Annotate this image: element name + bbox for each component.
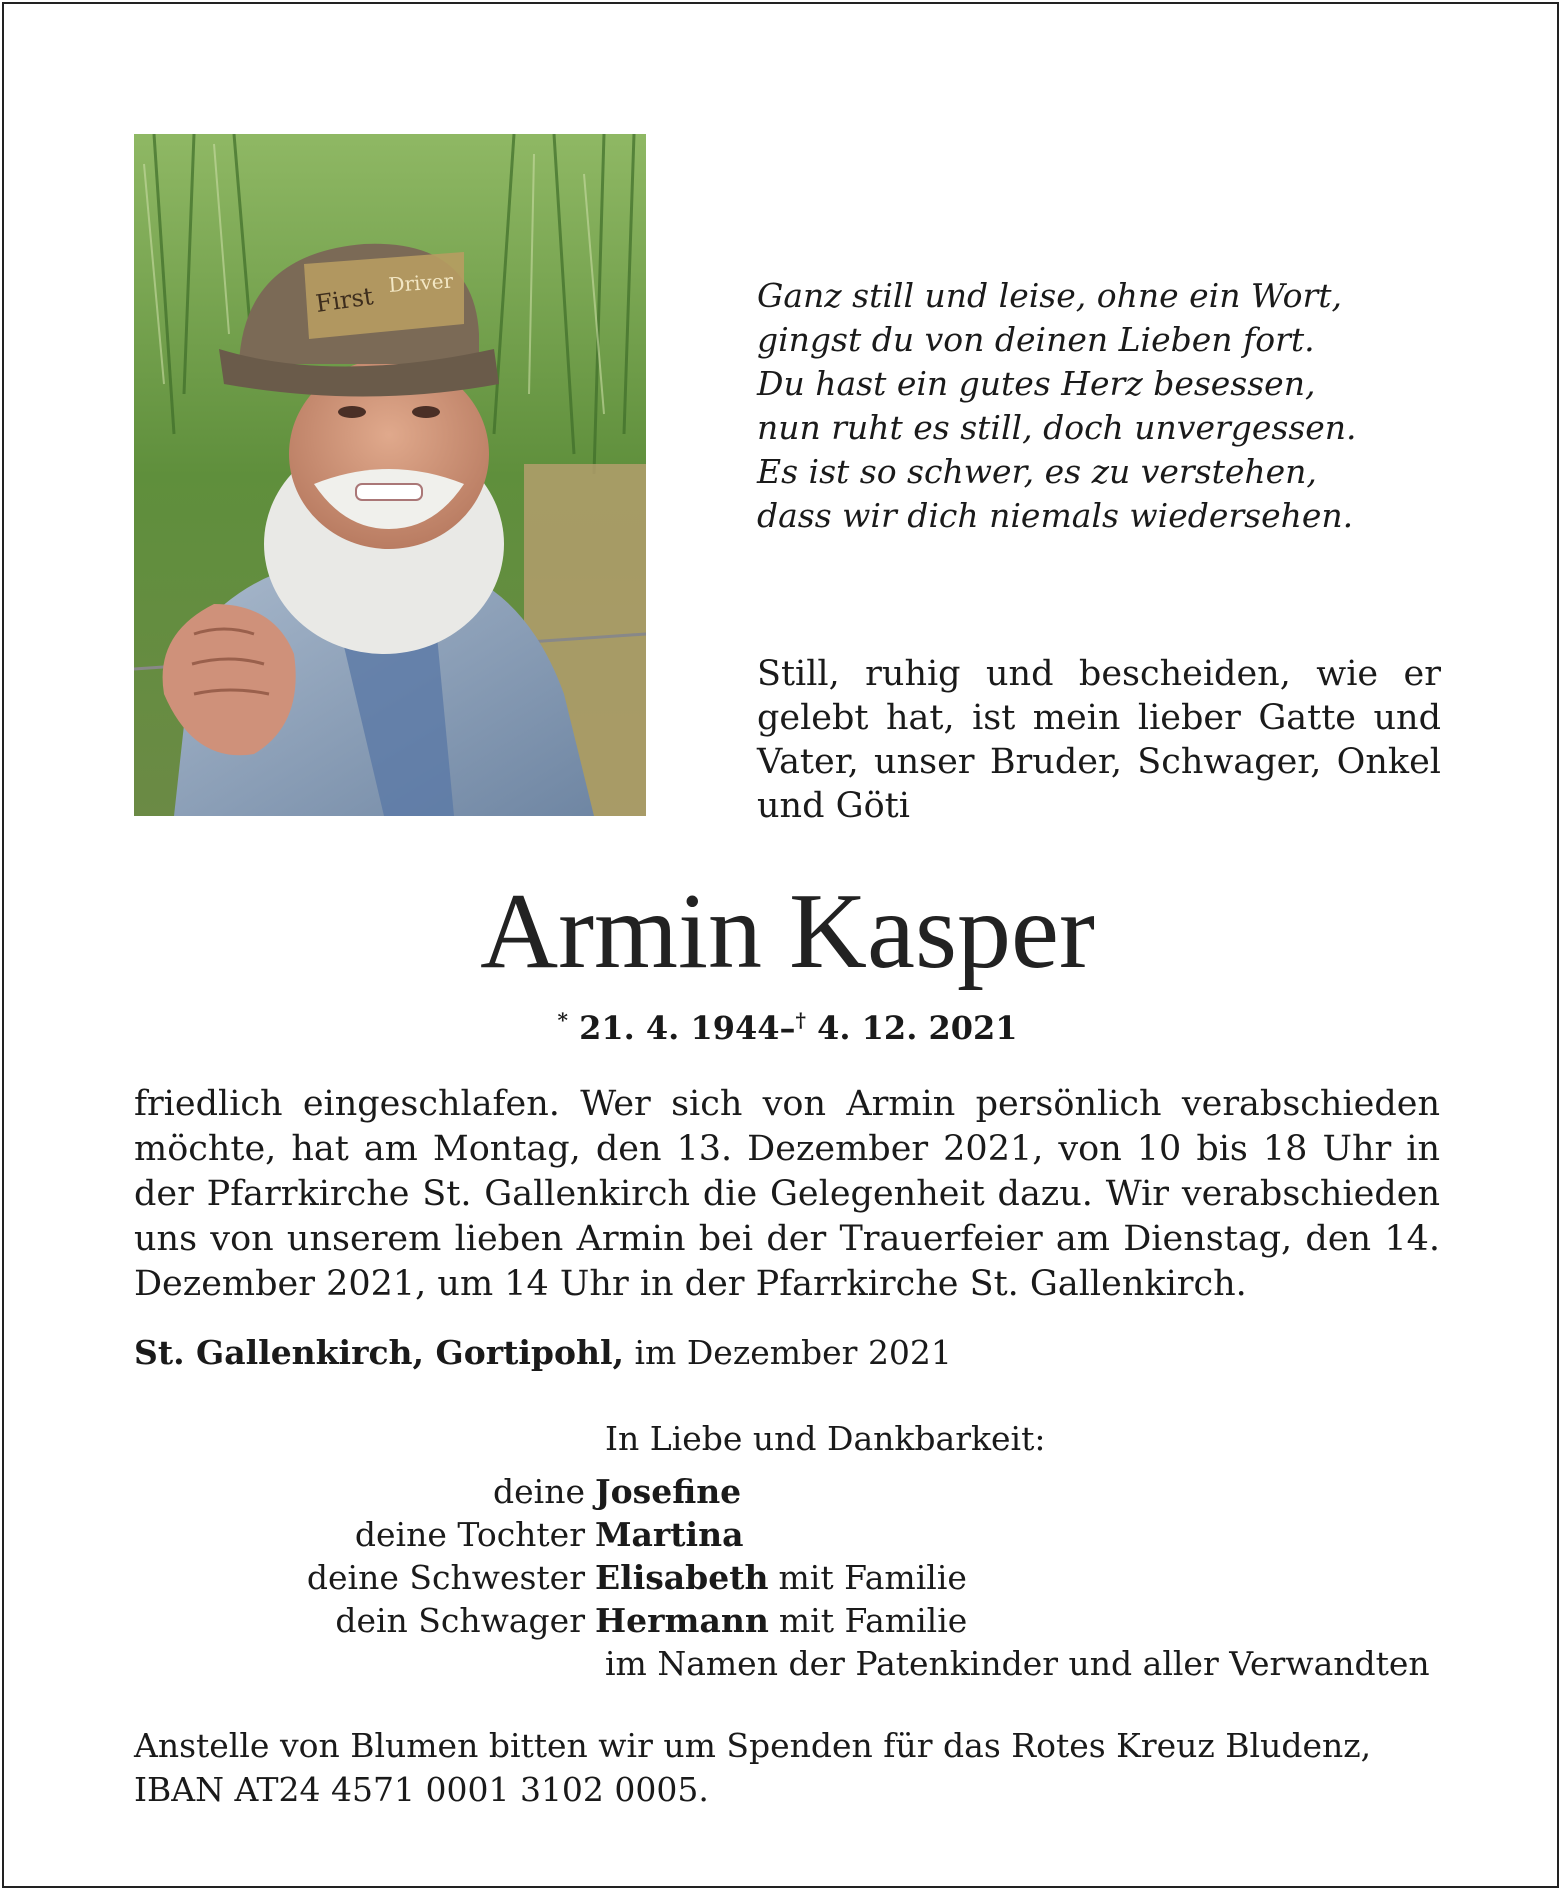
- body-text: friedlich eingeschlafen. Wer sich von Armin persönlich verabschieden möchte, hat am Montag, den 13. Dezember 2021, von 10 bis 18 Uhr in der Pfarrkirche St. Gallenkirch die Gelegenheit dazu. Wir verabschieden uns von unserem lieben Armin bei der Trauerfeier am Dienstag, den 14. Dezember 2021, um 14 Uhr in der Pfarrkirche St. Gallenkirch.: [134, 1084, 1440, 1304]
- cap-text-right: Driver: [387, 268, 454, 297]
- family-row: [134, 1513, 1464, 1556]
- poem-line: nun ruht es still, doch unvergessen.: [757, 408, 1357, 447]
- birth-symbol: *: [557, 1008, 568, 1032]
- family-suffix: mit Familie: [778, 1601, 968, 1640]
- family-suffix: mit Familie: [778, 1558, 967, 1597]
- donation-note: [134, 1724, 1454, 1812]
- family-name: Elisabeth: [595, 1558, 769, 1597]
- family-name: Martina: [595, 1515, 744, 1554]
- family-relation: deine Schwester: [306, 1558, 585, 1597]
- poem-line: Ganz still und leise, ohne ein Wort,: [757, 276, 1343, 315]
- family-relation: deine Tochter: [354, 1515, 585, 1554]
- death-date: 4. 12. 2021: [817, 1009, 1018, 1047]
- intro-text: Still, ruhig und bescheiden, wie er gelebt hat, ist mein lieber Gatte und Vater, unser Bruder, Schwager, Onkel und Göti: [757, 654, 1441, 826]
- family-name: Hermann: [595, 1601, 769, 1640]
- portrait-photo: [134, 134, 646, 816]
- donation-line: Anstelle von Blumen bitten wir um Spenden für das Rotes Kreuz Bludenz,: [134, 1726, 1372, 1765]
- iban-line: IBAN AT24 4571 0001 3102 0005.: [134, 1770, 709, 1809]
- family-relation: dein Schwager: [335, 1601, 585, 1640]
- poem-line: gingst du von deinen Lieben fort.: [757, 320, 1315, 359]
- obituary-frame: [2, 2, 1559, 1888]
- family-row: [134, 1599, 1464, 1642]
- family-name: Josefine: [595, 1472, 742, 1511]
- poem-line: Du hast ein gutes Herz besessen,: [757, 364, 1316, 403]
- poem-line: dass wir dich niemals wiedersehen.: [757, 496, 1354, 535]
- date-separator: –: [779, 1009, 796, 1047]
- family-list: [134, 1470, 1464, 1685]
- family-row: [134, 1556, 1464, 1599]
- poem-line: Es ist so schwer, es zu verstehen,: [757, 452, 1317, 491]
- place-date: im Dezember 2021: [624, 1333, 952, 1372]
- death-symbol: †: [795, 1008, 806, 1032]
- birth-date: 21. 4. 1944: [579, 1009, 780, 1047]
- life-dates: [4, 1000, 1567, 1048]
- thanks-line: In Liebe und Dankbarkeit:: [605, 1419, 1046, 1458]
- family-row: [134, 1470, 1464, 1513]
- family-closing: im Namen der Patenkinder und aller Verwandten: [605, 1644, 1430, 1683]
- cap-text-left: First: [313, 282, 376, 318]
- family-row: [134, 1642, 1464, 1685]
- family-relation: deine: [493, 1472, 585, 1511]
- deceased-name: Armin Kasper: [480, 872, 1095, 991]
- place-bold: St. Gallenkirch, Gortipohl,: [134, 1333, 624, 1372]
- poem: [757, 274, 1457, 538]
- place-line: [134, 1331, 952, 1375]
